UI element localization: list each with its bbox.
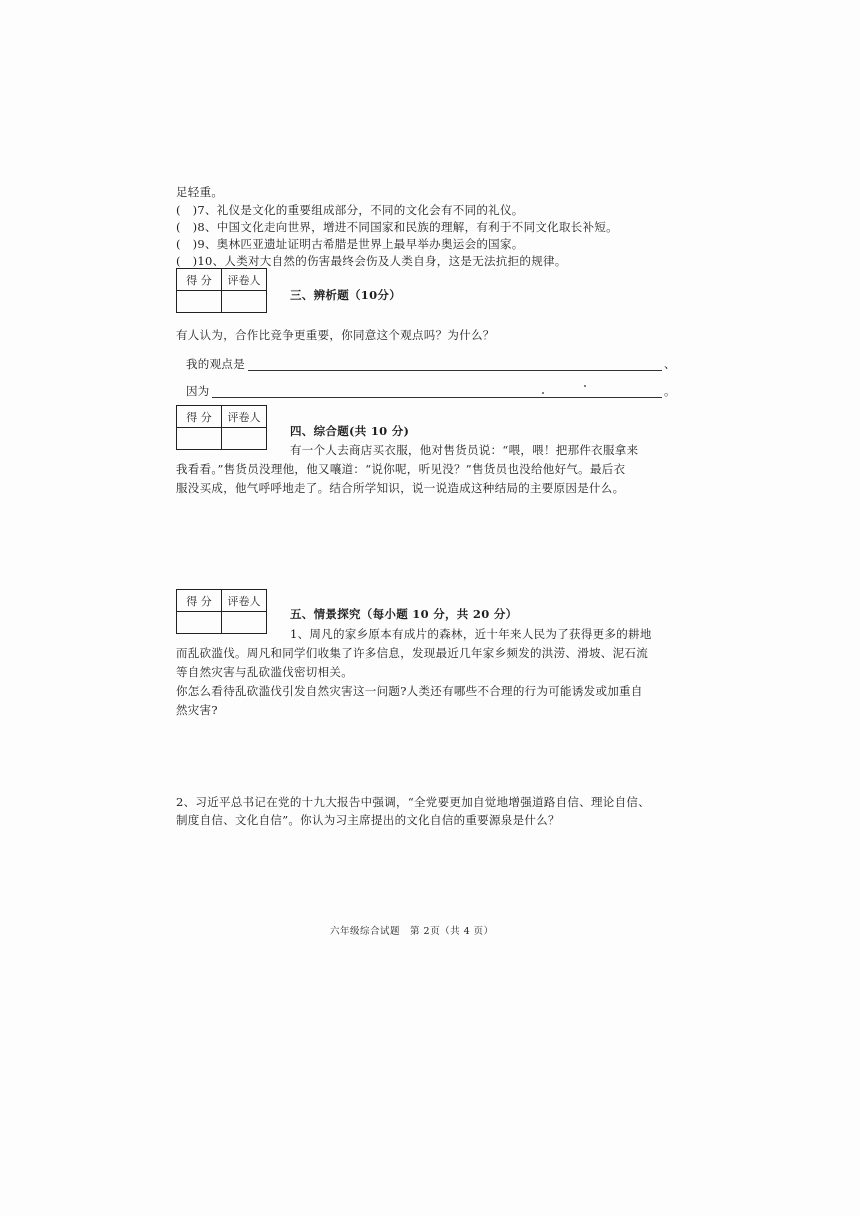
- grader-label: 评卷人: [222, 406, 267, 428]
- reason-label: 因为: [186, 384, 210, 398]
- score-label: 得 分: [177, 269, 222, 291]
- score-label: 得 分: [177, 406, 222, 428]
- page-footer: 六年级综合试题 第 2页（共 4 页）: [330, 926, 494, 937]
- section3-title: 三、辨析题（10分）: [290, 288, 402, 302]
- judgement-item-9: ( )9、奥林匹亚遗址证明古希腊是世界上最早举办奥运会的国家。: [176, 237, 524, 251]
- section5-q1-line-4: 你怎么看待乱砍滥伐引发自然灾害这一问题?人类还有哪些不合理的行为可能诱发或加重自: [176, 684, 643, 698]
- section5-q1-line-2: 而乱砍滥伐。周凡和同学们收集了许多信息，发现最近几年家乡频发的洪涝、滑坡、泥石流: [176, 646, 648, 660]
- scan-speck: [584, 385, 586, 387]
- opinion-label: 我的观点是: [186, 357, 245, 371]
- score-cell: [177, 428, 222, 450]
- judgement-item-8: ( )8、中国文化走向世界，增进不同国家和民族的理解，有利于不同文化取长补短。: [176, 220, 618, 234]
- section4-paragraph-line-1: 有一个人去商店买衣服，他对售货员说：“喂，喂！把那件衣服拿来: [290, 443, 639, 457]
- reason-end-mark: 。: [664, 384, 676, 398]
- score-cell: [177, 291, 222, 313]
- score-table-section5: [176, 589, 267, 634]
- section5-q1-line-3: 等自然灾害与乱砍滥伐密切相关。: [176, 665, 353, 679]
- judgement-item-10: ( )10、人类对大自然的伤害最终会伤及人类自身，这是无法抗拒的规律。: [176, 254, 567, 268]
- grader-cell: [222, 612, 267, 634]
- section5-q1-line-1: 1、周凡的家乡原本有成片的森林，近十年来人民为了获得更多的耕地: [290, 627, 652, 641]
- section3-question: 有人认为，合作比竞争更重要，你同意这个观点吗？为什么？: [176, 328, 495, 342]
- section5-q2-line-1: 2、习近平总书记在党的十九大报告中强调，“全党要更加自觉地增强道路自信、理论自信、: [176, 795, 650, 809]
- judgement-item-7: ( )7、礼仪是文化的重要组成部分，不同的文化会有不同的礼仪。: [176, 203, 524, 217]
- reason-answer-line[interactable]: [212, 397, 662, 398]
- grader-cell: [222, 291, 267, 313]
- section5-q1-line-5: 然灾害?: [176, 703, 218, 717]
- score-label: 得 分: [177, 590, 222, 612]
- score-table-section4: [176, 405, 267, 450]
- continuation-text: 足轻重。: [176, 185, 224, 199]
- grader-label: 评卷人: [222, 590, 267, 612]
- section5-q2-line-2: 制度自信、文化自信”。你认为习主席提出的文化自信的重要源泉是什么？: [176, 813, 560, 827]
- score-table-section3: [176, 268, 267, 313]
- section4-title: 四、综合题(共 10 分): [290, 424, 410, 438]
- section4-paragraph-line-2: 我看看。”售货员没理他，他又嚷道：“说你呢，听见没？”售货员也没给他好气。最后衣: [176, 462, 626, 476]
- score-cell: [177, 612, 222, 634]
- grader-cell: [222, 428, 267, 450]
- opinion-answer-line[interactable]: [248, 370, 662, 371]
- section4-paragraph-line-3: 服没买成，他气呼呼地走了。结合所学知识，说一说造成这种结局的主要原因是什么。: [176, 481, 625, 495]
- scan-speck: [542, 392, 544, 394]
- grader-label: 评卷人: [222, 269, 267, 291]
- opinion-end-mark: 、: [664, 357, 676, 371]
- section5-title: 五、情景探究（每小题 10 分，共 20 分）: [290, 607, 518, 621]
